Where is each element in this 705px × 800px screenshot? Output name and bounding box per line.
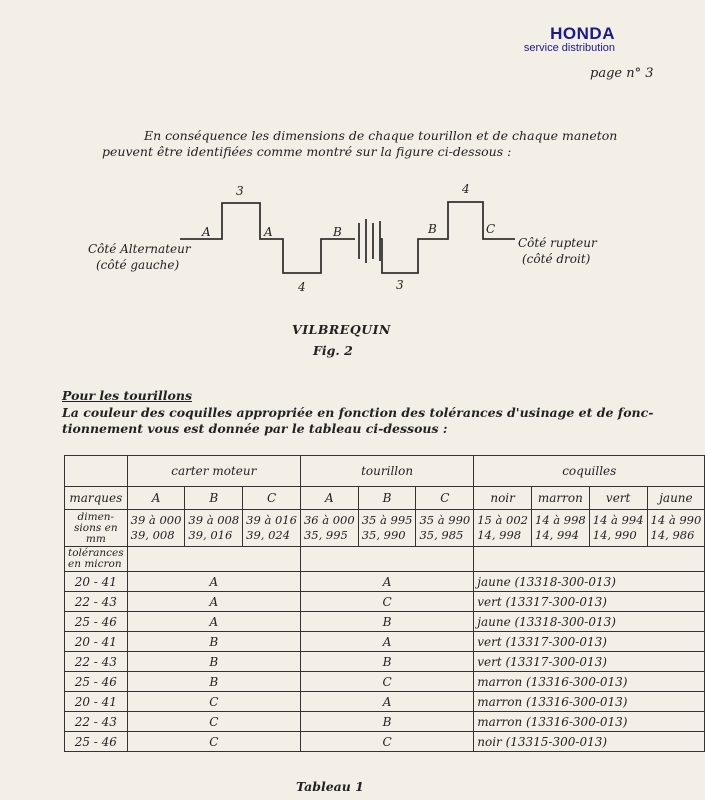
carter-cell: A	[127, 572, 300, 592]
subheader-cell: B	[185, 487, 243, 510]
dim-cell: 14 à 998 14, 994	[532, 510, 590, 547]
tol-label-1: tolérances	[68, 547, 124, 559]
dim-cell: 14 à 994 14, 990	[589, 510, 647, 547]
subheader-cell: jaune	[647, 487, 705, 510]
subheader-cell: A	[300, 487, 358, 510]
coquille-cell: vert (13317-300-013)	[474, 652, 705, 672]
pin-label-4: 4	[462, 182, 470, 196]
journal-label-4: B	[428, 222, 437, 236]
intro-line-2: peuvent être identifiées comme montré sur la figure ci-dessous :	[102, 144, 512, 159]
tourillon-cell: A	[300, 692, 473, 712]
table-row	[65, 692, 705, 712]
tol-label-2: en micron	[68, 558, 122, 570]
subheader-cell: vert	[589, 487, 647, 510]
subheader-cell: C	[243, 487, 301, 510]
left-side-label-2: (côté gauche)	[96, 258, 180, 272]
dim-cell: 39 à 000 39, 008	[127, 510, 185, 547]
carter-cell: C	[127, 732, 300, 752]
tol-cell: 22 - 43	[65, 712, 128, 732]
coquille-cell: marron (13316-300-013)	[474, 712, 705, 732]
coquille-cell: jaune (13318-300-013)	[474, 572, 705, 592]
table-row	[65, 572, 705, 592]
subheader-cell: C	[416, 487, 474, 510]
table-row	[65, 632, 705, 652]
tourillon-cell: B	[300, 652, 473, 672]
dim-cell: 39 à 008 39, 016	[185, 510, 243, 547]
dim-cell: 36 à 000 35, 995	[300, 510, 358, 547]
tourillon-cell: C	[300, 732, 473, 752]
coquille-cell: noir (13315-300-013)	[474, 732, 705, 752]
tol-cell: 25 - 46	[65, 672, 128, 692]
dim-label-2: sions en	[74, 521, 118, 534]
dim-label-3: mm	[85, 532, 106, 545]
section-heading: Pour les tourillons	[62, 388, 193, 403]
tol-cell: 22 - 43	[65, 652, 128, 672]
carter-cell: B	[127, 632, 300, 652]
table-corner	[65, 456, 128, 487]
marques-label: marques	[65, 487, 128, 510]
table-subheader-row	[65, 487, 705, 510]
group-header-carter: carter moteur	[127, 456, 300, 487]
subheader-cell: noir	[474, 487, 532, 510]
coquille-cell: vert (13317-300-013)	[474, 592, 705, 612]
journal-label-2: A	[264, 225, 273, 239]
dim-cell: 14 à 990 14, 986	[647, 510, 705, 547]
right-side-label-2: (côté droit)	[522, 252, 591, 266]
para-line-1: La couleur des coquilles appropriée en fonction des tolérances d'usinage et de fonc-	[62, 405, 654, 420]
page-number: page n° 3	[590, 66, 654, 81]
group-header-coquilles: coquilles	[474, 456, 705, 487]
crankshaft-profile	[180, 202, 515, 273]
table-row	[65, 732, 705, 752]
carter-cell: B	[127, 672, 300, 692]
journal-label-3: B	[333, 225, 342, 239]
left-side-label-1: Côté Alternateur	[88, 242, 191, 256]
dim-cell: 39 à 016 39, 024	[243, 510, 301, 547]
tourillon-cell: A	[300, 632, 473, 652]
tourillon-cell: A	[300, 572, 473, 592]
brand-name: HONDA	[550, 24, 615, 43]
intro-paragraph	[102, 128, 662, 160]
carter-cell: A	[127, 592, 300, 612]
coquille-cell: vert (13317-300-013)	[474, 632, 705, 652]
figure-number: Fig. 2	[313, 343, 353, 358]
carter-cell: C	[127, 692, 300, 712]
dimensions-label	[65, 510, 128, 547]
subheader-cell: B	[358, 487, 416, 510]
right-side-label-1: Côté rupteur	[518, 236, 597, 250]
tol-cell: 25 - 46	[65, 732, 128, 752]
brand-subtitle: service distribution	[523, 42, 615, 54]
tol-cell: 20 - 41	[65, 692, 128, 712]
tol-cell: 25 - 46	[65, 612, 128, 632]
tourillon-cell: C	[300, 592, 473, 612]
coquille-cell: marron (13316-300-013)	[474, 692, 705, 712]
figure-title: VILBREQUIN	[292, 322, 391, 337]
tol-cell: 22 - 43	[65, 592, 128, 612]
group-header-tourillon: tourillon	[300, 456, 473, 487]
carter-cell: A	[127, 612, 300, 632]
tol-cell: 20 - 41	[65, 572, 128, 592]
carter-cell: B	[127, 652, 300, 672]
tourillon-cell: B	[300, 612, 473, 632]
dim-label-1: dimen-	[77, 510, 115, 523]
pin-label-3: 3	[396, 278, 404, 292]
coquille-cell: jaune (13318-300-013)	[474, 612, 705, 632]
table-row	[65, 652, 705, 672]
carter-cell: C	[127, 712, 300, 732]
tourillon-cell: B	[300, 712, 473, 732]
honda-logo	[524, 24, 615, 54]
tol-cell: 20 - 41	[65, 632, 128, 652]
dim-cell: 15 à 002 14, 998	[474, 510, 532, 547]
pin-label-2: 4	[298, 280, 306, 294]
table-dimensions-row	[65, 510, 705, 547]
table-row	[65, 592, 705, 612]
intro-line-1: En conséquence les dimensions de chaque tourillon et de chaque maneton	[144, 128, 618, 143]
table-group-header-row	[65, 456, 705, 487]
subheader-cell: marron	[532, 487, 590, 510]
table-row	[65, 712, 705, 732]
table-row	[65, 672, 705, 692]
journal-label-1: A	[202, 225, 211, 239]
subheader-cell: A	[127, 487, 185, 510]
coquille-cell: marron (13316-300-013)	[474, 672, 705, 692]
dim-cell: 35 à 995 35, 990	[358, 510, 416, 547]
journal-label-5: C	[486, 222, 496, 236]
table-row	[65, 612, 705, 632]
table-tolerance-label-row	[65, 547, 705, 572]
tourillon-cell: C	[300, 672, 473, 692]
pin-label-1: 3	[236, 184, 244, 198]
table-caption: Tableau 1	[296, 779, 364, 794]
dim-cell: 35 à 990 35, 985	[416, 510, 474, 547]
section-paragraph	[62, 405, 662, 437]
tolerance-label	[65, 547, 128, 572]
para-line-2: tionnement vous est donnée par le tableau ci-dessous :	[62, 421, 448, 436]
crankshaft-diagram	[0, 175, 693, 300]
tolerance-table	[64, 455, 705, 752]
